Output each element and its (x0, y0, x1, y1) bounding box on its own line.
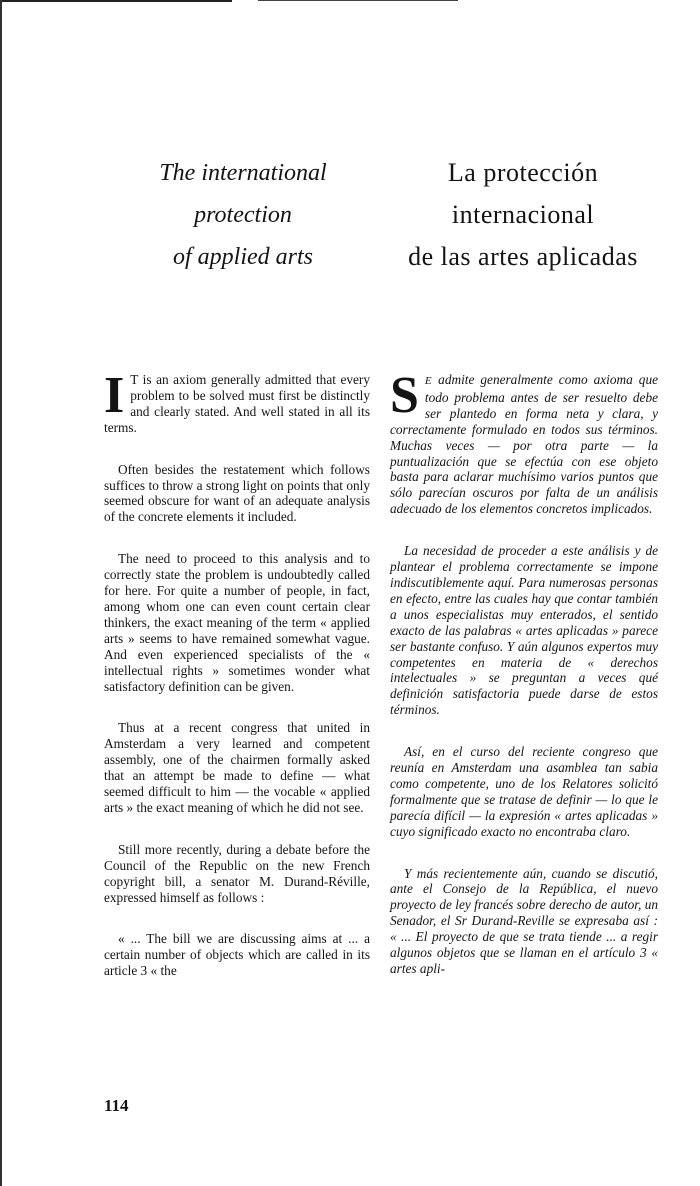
title-english-line-3: of applied arts (172, 244, 313, 270)
english-paragraph: Thus at a recent congress that united in Amsterdam a very learned and competent assembly, one of the chairmen formally asked that an attempt be made to define — what seemed difficult to him — the vocable « applied arts » the exact meaning of which he did not see. (104, 720, 370, 815)
spanish-paragraph: Y más recientemente aún, cuando se discutió, ante el Consejo de la República, el nuevo proyecto de ley francés sobre derecho de autor, un Senador, el Sr Durand-Reville se expresaba así : « ... El proyecto de que se trata tiende ... a regir algunos objetos que se llaman en el artículo 3 « artes apli- (390, 865, 658, 976)
title-english (118, 152, 368, 278)
page-edge-top (0, 0, 232, 2)
english-dropcap: I (104, 367, 125, 424)
english-paragraph: Still more recently, during a debate before the Council of the Republic on the new French copyright bill, a senator M. Durand-Réville, expressed himself as follows : (104, 841, 370, 905)
spanish-dropcap: S (390, 367, 419, 424)
english-lead-text: T is an axiom generally admitted that every problem to be solved must first be distinctly and clearly stated. And well stated in all its terms. (104, 372, 370, 435)
title-spanish-line-1: La protección (447, 158, 599, 187)
title-spanish-line-2: internacional (451, 200, 595, 229)
title-english-line-2: protection (194, 202, 292, 228)
spanish-lead-paragraph (390, 367, 658, 517)
spanish-lead-cap: E (424, 375, 433, 387)
english-paragraph: Often besides the restatement which follows suffices to throw a strong light on points that only seemed obscure for want of an adequate analysis of the concrete elements it included. (104, 461, 370, 525)
title-spanish (392, 152, 654, 278)
english-paragraph: The need to proceed to this analysis and to correctly state the problem is undoubtedly called for here. For quite a number of people, in fact, among whom one can even count certain clear thinkers, the exact meaning of the term « applied arts » seems to have remained somewhat vague. And even experienced specialists of the « intellectual rights » sometimes wonder what satisfactory definition can be given. (104, 551, 370, 694)
english-paragraph: « ... The bill we are discussing aims at ... a certain number of objects which are called in its article 3 « the (104, 931, 370, 979)
spanish-paragraph: La necesidad de proceder a este análisis y de plantear el problema correctamente se impone indiscutiblemente aquí. Para numerosas personas en efecto, entre las cuales hay que contar también a unos especialistas muy enterados, el sentido exacto de las palabras « artes aplicadas » parece ser bastante confuso. Y aún algunos expertos muy competentes en materia de « derechos intelectuales » se preguntan a veces qué definición satisfactoria puede darse de estos términos. (390, 543, 658, 718)
english-column (104, 367, 370, 1005)
title-english-line-1: The international (159, 160, 327, 186)
english-lead-paragraph (104, 367, 370, 436)
spanish-lead-text: admite generalmente como axioma que todo problema antes de ser resuelto debe ser plantedo en forma neta y clara, y correctamente formulado en todos sus términos. Muchas veces — por otra parte — la puntualización que se efectúa con ese objeto basta para aclarar muchísimo varios puntos que sólo parecían oscuros por falta de un análisis adecuado de los elementos concretos implicados. (390, 372, 658, 517)
page-edge-left (0, 0, 2, 1186)
spanish-column (390, 367, 658, 1003)
page-edge-top-right (258, 0, 458, 1)
page-number: 114 (104, 1096, 129, 1115)
title-spanish-line-3: de las artes aplicadas (408, 242, 638, 271)
spanish-paragraph: Así, en el curso del reciente congreso que reunía en Amsterdam una asamblea tan sabia como competente, uno de los Relatores solicitó formalmente que se tratase de definir — lo que le parecía difícil — la expresión « artes aplicadas » cuyo significado exacto no encontraba claro. (390, 744, 658, 839)
